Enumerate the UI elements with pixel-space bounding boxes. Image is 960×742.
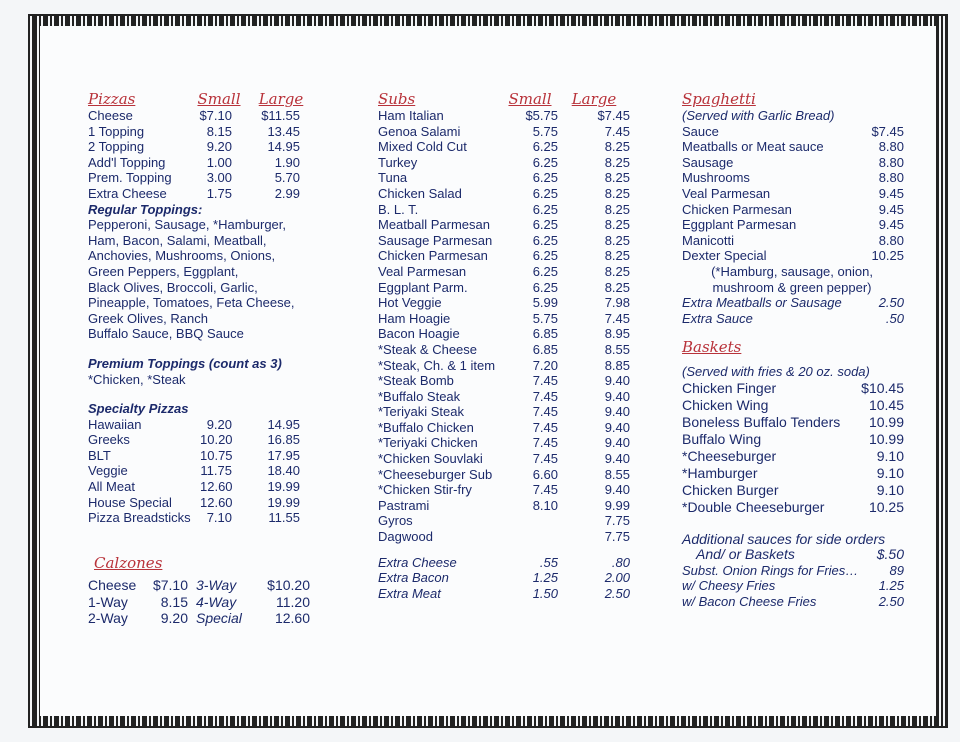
small-price: $5.75: [525, 108, 558, 123]
large-price: 8.25: [604, 154, 630, 170]
item-name: Chicken Finger: [682, 379, 777, 396]
calzone-price: $7.10: [152, 577, 188, 594]
small-price: 6.25: [532, 263, 558, 279]
item-price: 8.80: [878, 232, 904, 248]
menu-row: [378, 139, 638, 155]
baskets-note: (Served with fries & 20 oz. soda): [682, 363, 870, 379]
small-price: $7.10: [199, 108, 232, 123]
item-name: *Double Cheeseburger: [682, 498, 825, 515]
large-price: 8.55: [604, 341, 630, 357]
menu-row: [682, 499, 912, 516]
item-price: 8.80: [878, 139, 904, 155]
item-price: $7.45: [871, 123, 904, 139]
large-price: $11.55: [261, 108, 300, 123]
item-price: 10.25: [871, 248, 904, 264]
menu-row: [88, 124, 328, 140]
calzone-price: 9.20: [160, 610, 188, 627]
menu-row: [378, 170, 638, 186]
large-price: 11.55: [268, 510, 300, 526]
large-price: 18.40: [267, 463, 300, 479]
small-price: 7.45: [532, 404, 558, 420]
item-name: Sauce: [682, 123, 719, 139]
small-price: 7.45: [532, 388, 558, 404]
menu-row: [378, 420, 638, 436]
text-line: Buffalo Sauce, BBQ Sauce: [88, 326, 244, 342]
text-line: (*Hamburg, sausage, onion,: [711, 263, 873, 279]
item-name: Eggplant Parm.: [378, 279, 468, 295]
calzone-row: [88, 594, 328, 611]
calzone-name-2: 4-Way: [196, 593, 237, 610]
calzone-name-2: Special: [196, 610, 242, 627]
menu-row: [682, 563, 912, 579]
menu-row: [682, 202, 912, 218]
item-name: *Cheeseburger: [682, 447, 777, 464]
large-price: 8.25: [604, 139, 630, 155]
sauce-price: $.50: [876, 546, 904, 563]
item-price: 2.50: [878, 295, 904, 311]
small-price: 9.20: [206, 416, 232, 432]
item-name: Eggplant Parmesan: [682, 217, 797, 233]
small-price: 10.75: [200, 447, 233, 463]
large-price: 9.40: [604, 388, 630, 404]
menu-row: [378, 435, 638, 451]
menu-row: [88, 510, 328, 526]
text-line: Ham, Bacon, Salami, Meatball,: [88, 232, 267, 248]
item-name: *Steak, Ch. & 1 item: [378, 357, 496, 373]
text-line: Green Peppers, Eggplant,: [88, 263, 239, 279]
menu-row: [682, 295, 912, 311]
item-name: Cheese: [88, 108, 133, 123]
calzones-title: Calzones: [94, 553, 163, 572]
large-price: .80: [611, 554, 630, 570]
large-price: 8.25: [604, 248, 630, 264]
menu-row: [88, 463, 328, 479]
large-price: 8.85: [604, 357, 630, 373]
large-price: 9.40: [604, 419, 630, 435]
item-name: *Hamburger: [682, 464, 758, 481]
menu-row: [378, 404, 638, 420]
item-price: 10.25: [868, 498, 904, 515]
subs-title: Subs: [378, 90, 416, 109]
subs-small-label: Small: [508, 90, 552, 109]
menu-row: [682, 594, 912, 610]
menu-row: [88, 186, 328, 202]
small-price: 6.25: [532, 139, 558, 155]
calzone-price-2: 11.20: [276, 593, 310, 610]
small-price: 7.45: [532, 482, 558, 498]
menu-row: [682, 448, 912, 465]
calzone-name: Cheese: [88, 577, 137, 594]
item-name: *Steak & Cheese: [378, 341, 478, 357]
large-price: 9.40: [604, 373, 630, 389]
spaghetti-note: (Served with Garlic Bread): [682, 108, 835, 123]
calzone-row: [88, 577, 328, 594]
item-name: Add'l Topping: [88, 154, 166, 170]
item-price: $10.45: [861, 379, 904, 396]
small-price: 1.50: [532, 585, 558, 601]
menu-row: [682, 217, 912, 233]
pizzas-title: Pizzas: [88, 90, 136, 109]
menu-row: [88, 417, 328, 433]
item-name: Subst. Onion Rings for Fries…: [682, 562, 859, 578]
large-price: 17.95: [267, 447, 300, 463]
menu-row: [682, 397, 912, 414]
menu-row: [378, 155, 638, 171]
item-name: Genoa Salami: [378, 123, 461, 139]
item-name: Hot Veggie: [378, 295, 442, 311]
pizzas-small-label: Small: [197, 90, 241, 109]
calzone-name: 2-Way: [88, 610, 128, 627]
menu-row: [88, 479, 328, 495]
item-name: *Teriyaki Chicken: [378, 435, 478, 451]
large-price: 7.75: [604, 529, 630, 545]
item-name: Meatballs or Meat sauce: [682, 139, 824, 155]
item-name: Veal Parmesan: [378, 263, 467, 279]
large-price: 7.98: [604, 295, 630, 311]
large-price: 9.40: [604, 482, 630, 498]
item-price: 9.10: [876, 481, 904, 498]
calzone-name: 1-Way: [88, 593, 128, 610]
item-name: Bacon Hoagie: [378, 326, 460, 342]
large-price: 2.50: [604, 585, 630, 601]
item-price: .50: [885, 310, 904, 326]
menu-row: [378, 295, 638, 311]
large-price: 8.25: [604, 217, 630, 233]
small-price: 8.10: [532, 497, 558, 513]
calzone-price-2: $10.20: [267, 577, 310, 594]
menu-row: [378, 342, 638, 358]
small-price: 6.85: [532, 326, 558, 342]
large-price: 8.95: [604, 326, 630, 342]
menu-row: [378, 555, 638, 571]
item-price: 2.50: [878, 593, 904, 609]
small-price: 10.20: [200, 432, 233, 448]
item-price: 9.45: [878, 217, 904, 233]
small-price: [506, 513, 558, 529]
small-price: 6.25: [532, 154, 558, 170]
item-name: Chicken Parmesan: [378, 248, 488, 264]
menu-row: [378, 248, 638, 264]
item-price: 1.25: [878, 578, 904, 594]
text-line: Black Olives, Broccoli, Garlic,: [88, 279, 258, 295]
item-name: *Chicken Stir-fry: [378, 482, 472, 498]
item-name: BLT: [88, 447, 111, 463]
subs-header: [378, 78, 638, 108]
small-price: 6.25: [532, 185, 558, 201]
large-price: 9.40: [604, 435, 630, 451]
menu-row: [682, 380, 912, 397]
text-line: Anchovies, Mushrooms, Onions,: [88, 248, 276, 264]
item-name: Chicken Parmesan: [682, 201, 792, 217]
item-price: 9.10: [876, 447, 904, 464]
menu-row: [378, 451, 638, 467]
small-price: 9.20: [206, 139, 232, 155]
item-name: Extra Bacon: [378, 570, 449, 586]
menu-row: [378, 326, 638, 342]
item-name: Tuna: [378, 170, 408, 186]
menu-row: [682, 465, 912, 482]
menu-row: [378, 482, 638, 498]
item-name: Veal Parmesan: [682, 185, 771, 201]
calzone-price-2: 12.60: [274, 610, 310, 627]
menu-row: [378, 217, 638, 233]
item-name: Manicotti: [682, 232, 735, 248]
small-price: [506, 529, 558, 545]
item-name: Dagwood: [378, 529, 433, 545]
column-pizzas-calzones: [88, 78, 328, 627]
large-price: $7.45: [597, 108, 630, 123]
subs-large-label: Large: [571, 90, 617, 109]
menu-row: [682, 233, 912, 249]
item-name: Hawaiian: [88, 416, 142, 432]
small-price: 6.25: [532, 232, 558, 248]
small-price: 12.60: [200, 494, 233, 510]
calzone-name-2: 3-Way: [196, 577, 237, 594]
menu-row: [682, 431, 912, 448]
item-name: w/ Bacon Cheese Fries: [682, 593, 817, 609]
item-name: Chicken Wing: [682, 396, 769, 413]
small-price: 11.75: [200, 463, 232, 479]
menu-row: [88, 155, 328, 171]
sauce-line-2: And/ or Baskets: [696, 546, 795, 563]
large-price: 8.25: [604, 279, 630, 295]
item-name: *Steak Bomb: [378, 373, 454, 389]
small-price: 7.45: [532, 451, 558, 467]
large-price: 14.95: [267, 416, 300, 432]
small-price: 7.45: [532, 435, 558, 451]
menu-row: [682, 482, 912, 499]
small-price: 6.60: [532, 466, 558, 482]
item-name: Prem. Topping: [88, 170, 172, 186]
item-name: House Special: [88, 494, 172, 510]
item-name: Turkey: [378, 154, 418, 170]
small-price: 6.25: [532, 217, 558, 233]
column-spaghetti-baskets: [682, 78, 912, 609]
menu-row: [682, 170, 912, 186]
small-price: 6.85: [532, 341, 558, 357]
menu-row: [88, 139, 328, 155]
regular-toppings-title: Regular Toppings:: [88, 201, 203, 217]
premium-toppings-line: *Chicken, *Steak: [88, 371, 186, 387]
large-price: 14.95: [267, 139, 300, 155]
item-name: All Meat: [88, 479, 135, 495]
large-price: 8.55: [604, 466, 630, 482]
item-name: *Cheeseburger Sub: [378, 466, 493, 482]
menu-row: [378, 202, 638, 218]
menu-row: [682, 248, 912, 264]
column-subs: [378, 78, 638, 601]
small-price: .55: [539, 554, 558, 570]
pizzas-large-label: Large: [258, 90, 304, 109]
menu-row: [682, 155, 912, 171]
menu-row: [682, 578, 912, 594]
item-price: 9.45: [878, 185, 904, 201]
large-price: 1.90: [274, 154, 300, 170]
menu-row: [682, 186, 912, 202]
large-price: 19.99: [267, 479, 300, 495]
calzone-price: 8.15: [160, 593, 188, 610]
menu-row: [88, 108, 328, 124]
item-name: *Chicken Souvlaki: [378, 451, 483, 467]
large-price: 13.45: [267, 123, 300, 139]
item-name: Sausage Parmesan: [378, 232, 493, 248]
menu-row: [378, 529, 638, 545]
item-name: Extra Cheese: [88, 185, 167, 201]
large-price: 9.40: [604, 404, 630, 420]
small-price: 1.25: [532, 570, 558, 586]
menu-row: [378, 108, 638, 124]
small-price: 5.75: [532, 310, 558, 326]
item-name: Extra Meatballs or Sausage: [682, 295, 842, 311]
item-name: Sausage: [682, 154, 734, 170]
premium-toppings-title: Premium Toppings (count as 3): [88, 355, 282, 371]
item-name: B. L. T.: [378, 201, 419, 217]
item-name: Ham Hoagie: [378, 310, 451, 326]
large-price: 8.25: [604, 201, 630, 217]
small-price: 8.15: [206, 123, 232, 139]
menu-row: [682, 414, 912, 431]
small-price: 3.00: [206, 170, 232, 186]
small-price: 6.25: [532, 170, 558, 186]
menu-row: [88, 170, 328, 186]
small-price: 12.60: [200, 479, 233, 495]
item-name: Pizza Breadsticks: [88, 510, 191, 526]
large-price: 8.25: [604, 263, 630, 279]
text-line: mushroom & green pepper): [712, 279, 872, 295]
large-price: 5.70: [274, 170, 300, 186]
small-price: 1.75: [206, 185, 232, 201]
calzone-row: [88, 610, 328, 627]
menu-row: [88, 448, 328, 464]
item-name: Ham Italian: [378, 108, 444, 123]
large-price: 8.25: [604, 232, 630, 248]
item-price: 8.80: [878, 154, 904, 170]
baskets-title: Baskets: [682, 338, 742, 357]
small-price: 7.45: [532, 373, 558, 389]
menu-row: [378, 467, 638, 483]
item-name: Greeks: [88, 432, 130, 448]
menu-row: [378, 186, 638, 202]
menu-row: [682, 139, 912, 155]
small-price: 6.25: [532, 248, 558, 264]
menu-row: [378, 124, 638, 140]
item-name: Extra Sauce: [682, 310, 753, 326]
item-price: 9.10: [876, 464, 904, 481]
large-price: 2.00: [604, 570, 630, 586]
item-name: Chicken Salad: [378, 185, 462, 201]
small-price: 5.99: [532, 295, 558, 311]
large-price: 19.99: [267, 494, 300, 510]
item-price: 10.99: [868, 430, 904, 447]
small-price: 5.75: [532, 123, 558, 139]
menu-row: [88, 495, 328, 511]
large-price: 7.75: [604, 513, 630, 529]
spaghetti-title: Spaghetti: [682, 90, 756, 109]
small-price: 6.25: [532, 201, 558, 217]
item-name: Chicken Burger: [682, 481, 779, 498]
small-price: 7.45: [532, 419, 558, 435]
small-price: 7.20: [532, 357, 558, 373]
menu-row: [378, 586, 638, 602]
item-name: Mushrooms: [682, 170, 750, 186]
large-price: 8.25: [604, 185, 630, 201]
item-name: Mixed Cold Cut: [378, 139, 467, 155]
menu-row: [682, 124, 912, 140]
large-price: 16.85: [267, 432, 300, 448]
specialty-pizzas-title: Specialty Pizzas: [88, 401, 189, 417]
small-price: 1.00: [206, 154, 232, 170]
item-price: 10.99: [868, 413, 904, 430]
item-name: w/ Cheesy Fries: [682, 578, 776, 594]
item-name: Dexter Special: [682, 248, 767, 264]
menu-row: [378, 311, 638, 327]
menu-row: [378, 264, 638, 280]
item-name: *Buffalo Chicken: [378, 419, 474, 435]
item-price: 89: [889, 562, 904, 578]
large-price: 8.25: [604, 170, 630, 186]
text-line: Greek Olives, Ranch: [88, 310, 208, 326]
small-price: 7.10: [206, 510, 232, 526]
menu-row: [88, 432, 328, 448]
text-line: Pineapple, Tomatoes, Feta Cheese,: [88, 295, 295, 311]
menu-row: [378, 389, 638, 405]
spaghetti-header: [682, 78, 912, 108]
item-price: 8.80: [878, 170, 904, 186]
sauce-line-1: Additional sauces for side orders: [682, 530, 886, 547]
large-price: 2.99: [274, 185, 300, 201]
menu-row: [378, 498, 638, 514]
menu-row: [378, 280, 638, 296]
pizzas-header: [88, 78, 328, 108]
item-price: 10.45: [868, 396, 904, 413]
item-name: 2 Topping: [88, 139, 145, 155]
item-name: Boneless Buffalo Tenders: [682, 413, 841, 430]
item-name: Gyros: [378, 513, 413, 529]
large-price: 7.45: [604, 310, 630, 326]
menu-row: [378, 233, 638, 249]
menu-row: [378, 513, 638, 529]
large-price: 7.45: [604, 123, 630, 139]
menu-row: [378, 570, 638, 586]
large-price: 9.99: [604, 497, 630, 513]
item-price: 9.45: [878, 201, 904, 217]
small-price: 6.25: [532, 279, 558, 295]
item-name: Buffalo Wing: [682, 430, 762, 447]
item-name: Veggie: [88, 463, 128, 479]
text-line: Pepperoni, Sausage, *Hamburger,: [88, 217, 287, 233]
item-name: Extra Cheese: [378, 554, 457, 570]
large-price: 9.40: [604, 451, 630, 467]
item-name: *Teriyaki Steak: [378, 404, 464, 420]
item-name: Pastrami: [378, 497, 430, 513]
menu-row: [378, 358, 638, 374]
menu-row: [378, 373, 638, 389]
menu-row: [682, 311, 912, 327]
item-name: Extra Meat: [378, 585, 441, 601]
item-name: 1 Topping: [88, 123, 145, 139]
item-name: *Buffalo Steak: [378, 388, 461, 404]
item-name: Meatball Parmesan: [378, 217, 490, 233]
